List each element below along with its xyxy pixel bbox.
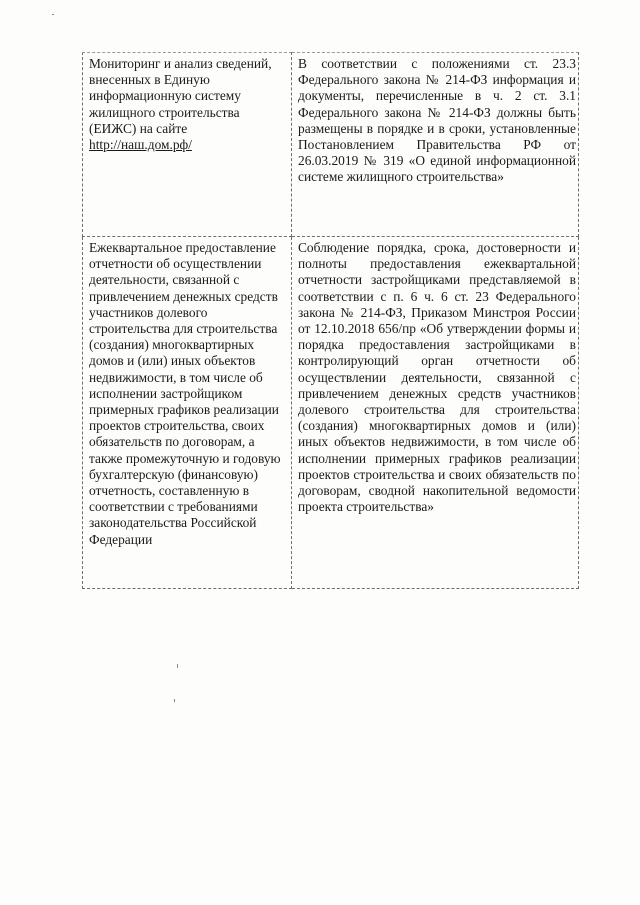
table-row	[83, 237, 579, 589]
table-cell-activity	[83, 53, 292, 237]
table-cell-requirement	[292, 237, 579, 589]
scan-speck	[52, 14, 54, 15]
eizhs-site-link[interactable]: http://наш.дом.рф/	[89, 137, 192, 153]
scan-speck	[174, 699, 175, 702]
cell-text: В соответствии с положениями ст. 23.3 Федерального закона № 214-ФЗ информация и документы, перечисленные в ч. 2 ст. 3.1 Федерального закона № 214-ФЗ должны быть размещены в порядке и в сроки, установленные Постановлением Правительства РФ от 26.03.2019 № 319 «О единой информационной системе жилищного строительства»	[298, 56, 576, 185]
cell-text: Мониторинг и анализ сведений, внесенных в Единую информационную систему жилищного строительства (ЕИЖС) на сайте	[89, 56, 272, 136]
cell-text: Ежеквартальное предоставление отчетности об осуществлении деятельности, связанной с привлечением денежных средств участников долевого строительства для строительства (создания) многоквартирных домов и (или) иных объектов недвижимости, в том числе об исполнении застройщиком примерных графиков реализации проектов строительства, своих обязательств по договорам, а также промежуточную и годовую бухгалтерскую (финансовую) отчетность, составленную в соответствии с требованиями законодательства Российской Федерации	[89, 240, 281, 547]
table-cell-requirement	[292, 53, 579, 237]
scan-speck	[177, 664, 178, 668]
requirements-table	[82, 52, 579, 589]
table-cell-activity	[83, 237, 292, 589]
cell-text: Соблюдение порядка, срока, достоверности и полноты предоставления ежеквартальной отчетности застройщиками представляемой в соответствии с п. 6 ч. 6 ст. 23 Федерального закона № 214-ФЗ, Приказом Минстроя России от 12.10.2018 656/пр «Об утверждении формы и порядка предоставления застройщиками в контролирующий орган отчетности об осуществлении деятельности, связанной с привлечением денежных средств участников долевого строительства для строительства (создания) многоквартирных домов и (или) иных объектов недвижимости, в том числе об исполнении примерных графиков реализации проектов строительства и своих обязательств по договорам, сводной накопительной ведомости проекта строительства»	[298, 240, 576, 515]
table-row	[83, 53, 579, 237]
